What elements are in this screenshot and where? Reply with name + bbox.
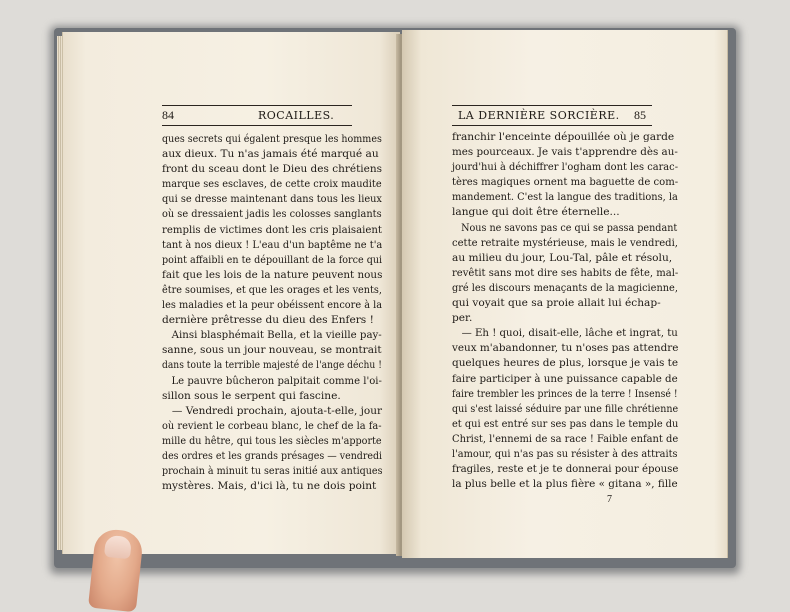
text-line: franchir l'enceinte dépouillée où je garde [452, 131, 675, 143]
text-line: prochain à minuit tu seras initié aux antiques [162, 465, 383, 478]
text-line: les maladies et la peur obéissent encore à la [162, 299, 383, 312]
text-line: mes pourceaux. Je vais t'apprendre dès au- [452, 146, 678, 159]
text-line: veux m'abandonner, tu n'oses pas attendre [452, 342, 679, 355]
text-line: tant à nos dieux ! L'eau d'un baptême ne t'a [162, 238, 383, 251]
text-line: point affaibli en te dépouillant de la force qui [162, 253, 383, 266]
text-line: sanne, sous un jour nouveau, se montrait [162, 344, 382, 357]
running-head: ROCAILLES. [258, 109, 335, 122]
header-rule-bottom [452, 125, 652, 126]
text-line: l'amour, qui n'as pas su résister à des attraits [452, 447, 678, 460]
text-line: dernière prêtresse du dieu des Enfers ! [162, 314, 374, 327]
text-line: jourd'hui à déchiffrer l'ogham dont les carac- [452, 161, 679, 174]
left-page [62, 32, 400, 554]
text-line: qui s'est laissé séduire par une fille chrétienne [452, 402, 679, 415]
text-line: qui voyait que sa proie allait lui échap- [452, 297, 661, 310]
text-line: mystères. Mais, d'ici là, tu ne dois point [162, 480, 377, 493]
text-line: la plus belle et la plus fière « gitana », fille [452, 478, 678, 491]
text-line: fragiles, reste et je te donnerai pour épouse [452, 463, 679, 476]
text-line: aux dieux. Tu n'as jamais été marqué au [162, 148, 379, 161]
text-line: fait que les lois de la nature peuvent nous [162, 268, 383, 281]
text-line: quelques heures de plus, lorsque je vais te [452, 357, 679, 370]
text-line: Ainsi blasphémait Bella, et la vieille pay- [171, 329, 382, 342]
text-line: — Eh ! quoi, disait-elle, lâche et ingrat, tu [461, 327, 678, 340]
text-line: Christ, l'ennemi de sa race ! Faible enfant de [452, 432, 679, 445]
header-rule-bottom [162, 125, 352, 126]
text-line: faire participer à une puissance capable de [452, 372, 678, 385]
text-line: des ordres et les grands présages — vendredi [162, 449, 383, 462]
right-page [402, 30, 728, 558]
text-line: sillon sous le serpent qui fascine. [162, 389, 341, 402]
text-line: qui se dresse maintenant dans tous les lieux [162, 193, 382, 206]
page-number: 84 [162, 108, 174, 122]
text-line: Nous ne savons pas ce qui se passa pendant [461, 221, 678, 234]
text-line: tères magiques ornent ma baguette de com- [452, 176, 679, 189]
text-line: per. [452, 312, 473, 325]
running-head: LA DERNIÈRE SORCIÈRE. [458, 109, 620, 122]
text-line: et qui est entré sur ses pas dans le temple du [452, 417, 679, 430]
text-line: Le pauvre bûcheron palpitait comme l'oi- [171, 374, 382, 387]
text-line: gré les discours menaçants de la magicienne, [452, 281, 678, 294]
text-line: revêtit sans mot dire ses habits de fête, mal- [452, 266, 679, 279]
signature-mark: 7 [607, 494, 612, 505]
text-line: où se dressaient jadis les colosses sanglants [162, 208, 382, 221]
text-line: faire trembler les princes de la terre ! Insensé ! [452, 387, 678, 400]
text-line: ques secrets qui égalent presque les hommes [162, 133, 382, 145]
text-line: être soumises, et que les orages et les vents, [162, 283, 382, 296]
text-line: langue qui doit être éternelle... [452, 206, 620, 219]
text-line: marque ses esclaves, de cette croix maudite [162, 178, 382, 191]
text-line: où revient le corbeau blanc, le chef de la fa- [162, 419, 382, 432]
text-line: — Vendredi prochain, ajouta-t-elle, jour [171, 404, 383, 417]
header-rule-top [452, 105, 652, 106]
left-page-text [162, 132, 382, 494]
text-line: cette retraite mystérieuse, mais le vendredi, [452, 236, 679, 249]
text-line: front du sceau dont le Dieu des chrétiens [162, 163, 383, 176]
header-rule-top [162, 105, 352, 106]
text-line: remplis de victimes dont les cris plaisaient [162, 223, 382, 236]
text-line: mille du hêtre, qui tous les siècles m'apporte [162, 434, 382, 447]
text-line: au milieu du jour, Lou-Tal, pâle et résolu, [452, 251, 673, 264]
text-line: dans toute la terrible majesté de l'ange déchu ! [162, 359, 382, 372]
text-line: mandement. C'est la langue des traditions, la [452, 191, 678, 204]
page-number: 85 [634, 108, 646, 122]
right-page-text [452, 130, 678, 492]
